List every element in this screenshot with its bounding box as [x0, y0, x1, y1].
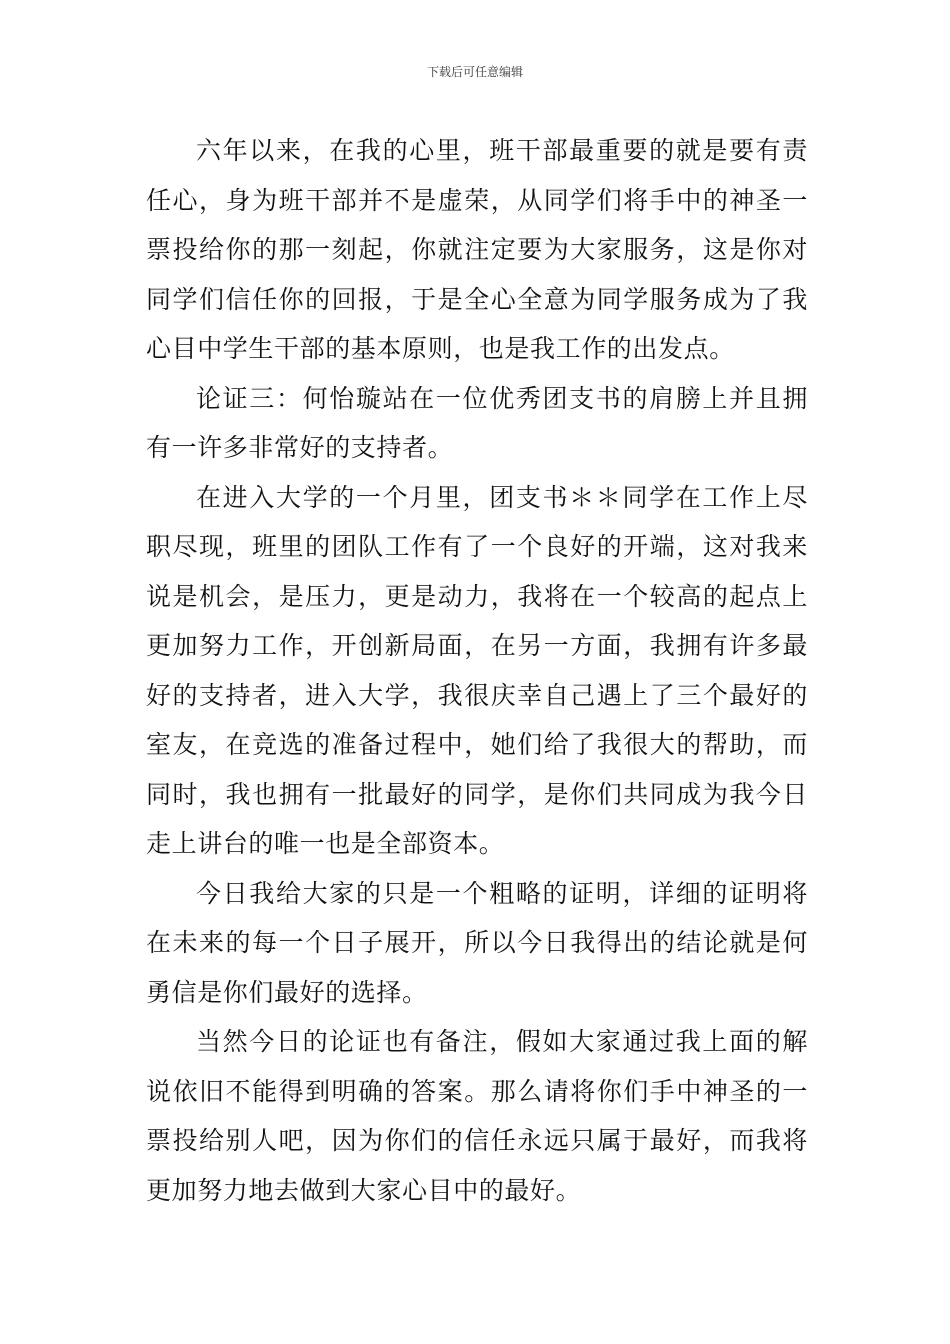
paragraph-note: 当然今日的论证也有备注，假如大家通过我上面的解说依旧不能得到明确的答案。那么请将你们手中神圣的一票投给别人吧，因为你们的信任永远只属于最好，而我将更加努力地去做到大家心目中的最好。: [146, 1027, 808, 1205]
paragraph-conclusion: 今日我给大家的只是一个粗略的证明，详细的证明将在未来的每一个日子展开，所以今日我得出的结论就是何勇信是你们最好的选择。: [146, 878, 808, 1007]
paragraph-responsibility: 六年以来，在我的心里，班干部最重要的就是要有责任心，身为班干部并不是虚荣，从同学们将手中的神圣一票投给你的那一刻起，你就注定要为大家服务，这是你对同学们信任你的回报，于是全心全意为同学服务成为了我心目中学生干部的基本原则，也是我工作的出发点。: [146, 136, 808, 363]
paragraph-argument-three: 论证三：何怡璇站在一位优秀团支书的肩膀上并且拥有一许多非常好的支持者。: [146, 383, 808, 462]
paragraph-supporters: 在进入大学的一个月里，团支书＊＊同学在工作上尽职尽现，班里的团队工作有了一个良好的开端，这对我来说是机会，是压力，更是动力，我将在一个较高的起点上更加努力工作，开创新局面，在另一方面，我拥有许多最好的支持者，进入大学，我很庆幸自己遇上了三个最好的室友，在竞选的准备过程中，她们给了我很大的帮助，而同时，我也拥有一批最好的同学，是你们共同成为我今日走上讲台的唯一也是全部资本。: [146, 482, 808, 858]
document-body: [146, 126, 808, 1215]
page-header: 下载后可任意编辑: [426, 65, 523, 79]
